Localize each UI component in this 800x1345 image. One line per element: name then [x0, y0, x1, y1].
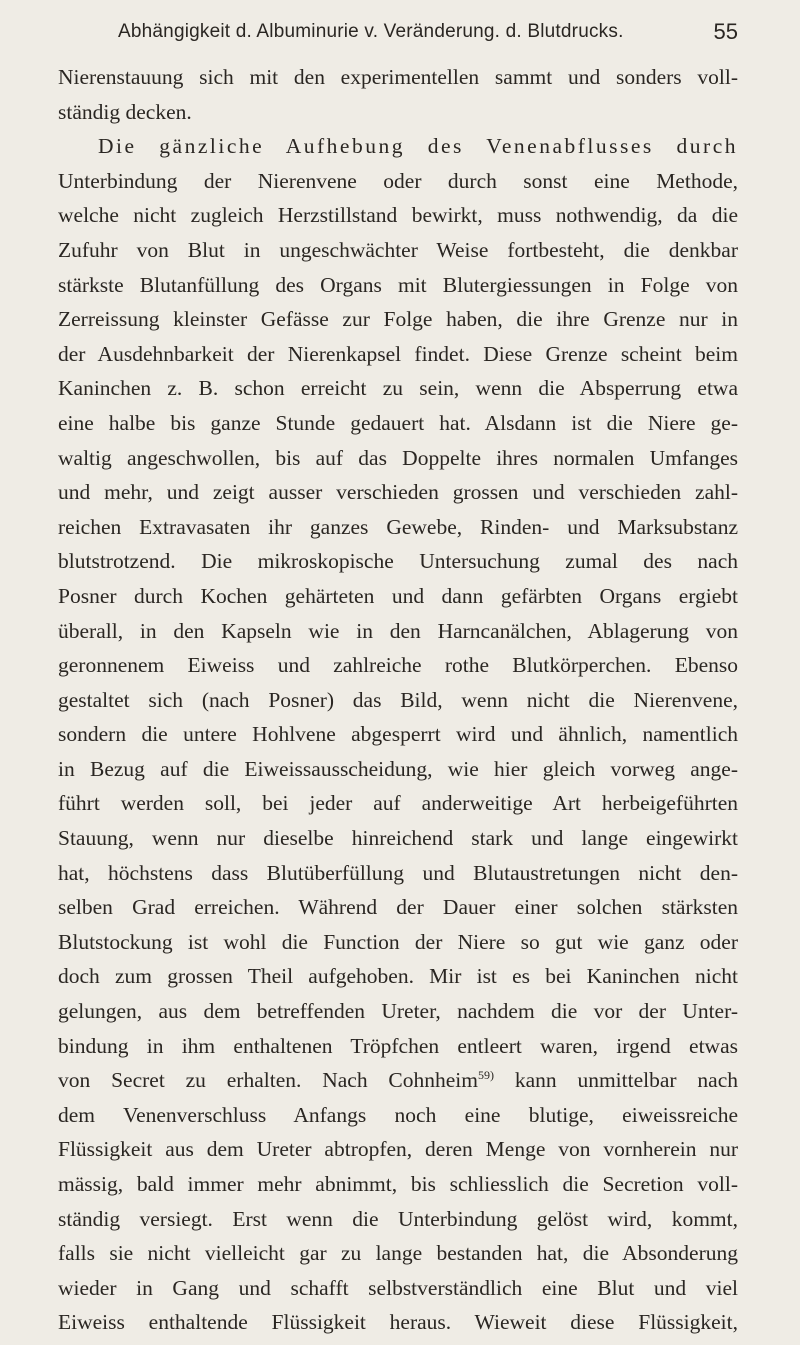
- text-line: Flüssigkeit aus dem Ureter abtropfen, deren Menge von vornherein nur: [58, 1137, 738, 1162]
- text-line: Blutstockung ist wohl die Function der Niere so gut wie ganz oder: [58, 929, 738, 954]
- text-line: und mehr, und zeigt ausser verschieden grossen und verschieden zahl-: [58, 480, 738, 505]
- text-line: überall, in den Kapseln wie in den Harncanälchen, Ablagerung von: [58, 618, 738, 643]
- text-line: Eiweiss enthaltende Flüssigkeit heraus. Wieweit diese Flüssigkeit,: [58, 1310, 738, 1335]
- text-line: doch zum grossen Theil aufgehoben. Mir ist es bei Kaninchen nicht: [58, 964, 738, 989]
- text-line: ständig decken.: [58, 99, 192, 124]
- text-line: selben Grad erreichen. Während der Dauer einer solchen stärksten: [58, 895, 738, 920]
- text-line: in Bezug auf die Eiweissausscheidung, wie hier gleich vorweg ange-: [58, 756, 738, 781]
- text-line: der Ausdehnbarkeit der Nierenkapsel findet. Diese Grenze scheint beim: [58, 341, 738, 366]
- text-line: hat, höchstens dass Blutüberfüllung und Blutaustretungen nicht den-: [58, 860, 738, 885]
- text-line: waltig angeschwollen, bis auf das Doppelte ihres normalen Umfanges: [58, 445, 738, 470]
- text-line: blutstrotzend. Die mikroskopische Untersuchung zumal des nach: [58, 549, 738, 574]
- text-line: wieder in Gang und schafft selbstverständlich eine Blut und viel: [58, 1275, 738, 1300]
- text-line: geronnenem Eiweiss und zahlreiche rothe Blutkörperchen. Ebenso: [58, 653, 738, 678]
- text-line: Posner durch Kochen gehärteten und dann gefärbten Organs ergiebt: [58, 583, 738, 608]
- text-line: bindung in ihm enthaltenen Tröpfchen entleert waren, irgend etwas: [58, 1033, 738, 1058]
- text-line-end: kann unmittelbar nach: [514, 1068, 738, 1093]
- text-line-start: von Secret zu erhalten. Nach Cohnheim: [58, 1068, 478, 1093]
- running-head: Abhängigkeit d. Albuminurie v. Veränderung. d. Blutdrucks.: [118, 21, 624, 42]
- text-line-with-footnote: [58, 1063, 738, 1098]
- text-line: dem Venenverschluss Anfangs noch eine blutige, eiweissreiche: [58, 1102, 738, 1127]
- text-line: gestaltet sich (nach Posner) das Bild, wenn nicht die Nierenvene,: [58, 687, 738, 712]
- text-line: gelungen, aus dem betreffenden Ureter, nachdem die vor der Unter-: [58, 999, 738, 1024]
- text-line: Unterbindung der Nierenvene oder durch sonst eine Methode,: [58, 168, 738, 193]
- text-line: mässig, bald immer mehr abnimmt, bis schliesslich die Secretion voll-: [58, 1172, 738, 1196]
- text-line: falls sie nicht vielleicht gar zu lange bestanden hat, die Absonderung: [58, 1241, 738, 1266]
- text-line: reichen Extravasaten ihr ganzes Gewebe, Rinden- und Marksubstanz: [58, 514, 738, 539]
- text-line: Kaninchen z. B. schon erreicht zu sein, wenn die Absperrung etwa: [58, 376, 738, 401]
- text-line: Nierenstauung sich mit den experimentellen sammt und sonders voll-: [58, 65, 738, 89]
- page-header: [118, 14, 738, 50]
- text-line: eine halbe bis ganze Stunde gedauert hat. Alsdann ist die Niere ge-: [58, 410, 738, 435]
- body-text: [58, 60, 738, 1340]
- text-line: sondern die untere Hohlvene abgesperrt wird und ähnlich, namentlich: [58, 722, 738, 747]
- text-line: ständig versiegt. Erst wenn die Unterbindung gelöst wird, kommt,: [58, 1206, 738, 1231]
- text-line: Zerreissung kleinster Gefässe zur Folge haben, die ihre Grenze nur in: [58, 307, 738, 332]
- page-number: 55: [713, 19, 738, 44]
- text-line: welche nicht zugleich Herzstillstand bewirkt, muss nothwendig, da die: [58, 203, 738, 228]
- footnote-reference: 59): [477, 1068, 494, 1083]
- text-line: stärkste Blutanfüllung des Organs mit Blutergiessungen in Folge von: [58, 272, 738, 297]
- text-line: Zufuhr von Blut in ungeschwächter Weise fortbesteht, die denkbar: [58, 237, 738, 262]
- text-line: Die gänzliche Aufhebung des Venenabflusses durch: [98, 134, 738, 159]
- text-line: führt werden soll, bei jeder auf anderweitige Art herbeigeführten: [58, 791, 738, 816]
- text-line: Stauung, wenn nur dieselbe hinreichend stark und lange eingewirkt: [58, 826, 738, 851]
